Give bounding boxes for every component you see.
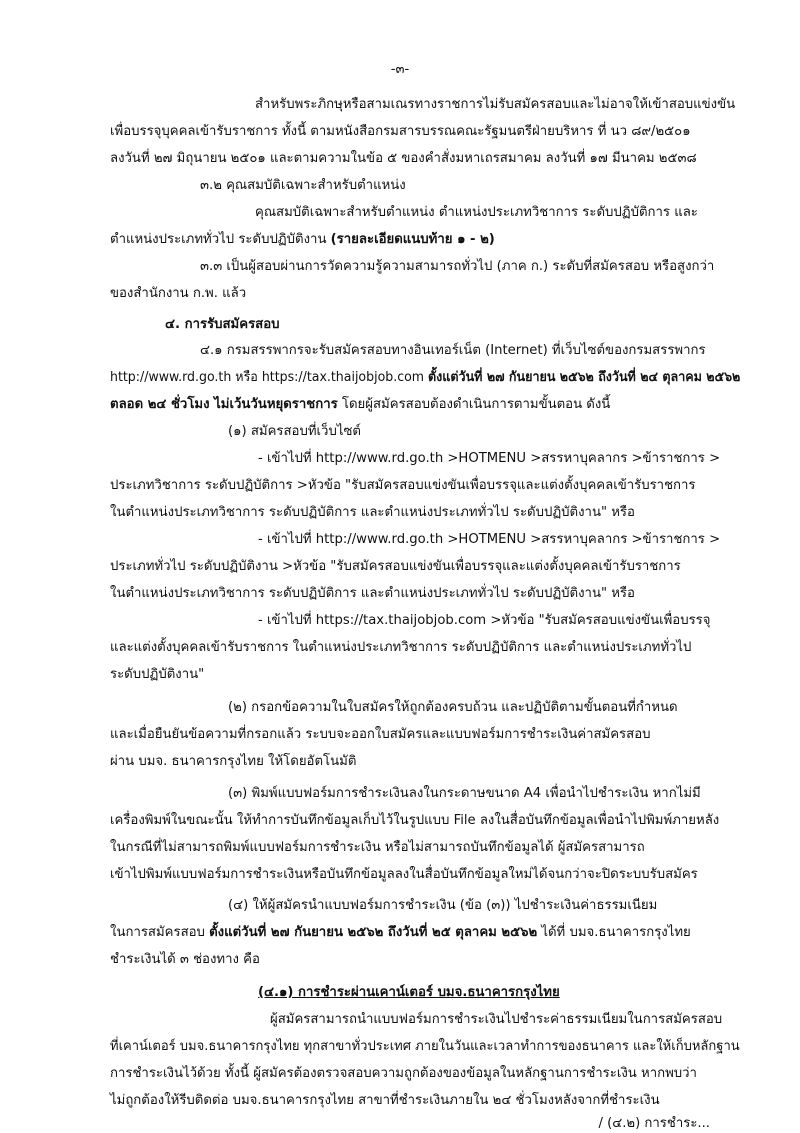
- text-line: ในกรณีที่ไม่สามารถพิมพ์แบบฟอร์มการชำระเงิน หรือไม่สามารถบันทึกข้อมูลได้ ผู้สมัครสามารถ: [110, 840, 645, 855]
- text-line: ประเภททั่วไป ระดับปฏิบัติงาน >หัวข้อ "รับสมัครสอบแข่งขันเพื่อบรรจุและแต่งตั้งบุคคลเข้ารับราชการ: [110, 559, 681, 574]
- payment-period: ตั้งแต่วันที่ ๒๗ กันยายน ๒๕๖๒ ถึงวันที่ ๒๕ ตุลาคม ๒๕๖๒: [209, 925, 538, 940]
- text-line: การชำระเงินไว้ด้วย ทั้งนี้ ผู้สมัครต้องตรวจสอบความถูกต้องของข้อมูลในหลักฐานการชำระเงิน หากพบว่า: [110, 1066, 697, 1081]
- text-line: ของสำนักงาน ก.พ. แล้ว: [110, 286, 247, 301]
- attachment-reference: (รายละเอียดแนบท้าย ๑ - ๒): [330, 232, 495, 247]
- text-line: ตำแหน่งประเภททั่วไป ระดับปฏิบัติงาน (รายละเอียดแนบท้าย ๑ - ๒): [110, 232, 495, 247]
- text-line: ตลอด ๒๔ ชั่วโมง ไม่เว้นวันหยุดราชการ โดยผู้สมัครสอบต้องดำเนินการตามขั้นตอน ดังนี้: [110, 397, 611, 412]
- text-line: เพื่อบรรจุบุคคลเข้ารับราชการ ทั้งนี้ ตามหนังสือกรมสารบรรณคณะรัฐมนตรีฝ่ายบริหาร ที่ นว ๘๙/๒๕๐๑: [110, 124, 691, 139]
- payment-channel-heading: (๔.๑) การชำระผ่านเคาน์เตอร์ บมจ.ธนาคารกรุงไทย: [258, 985, 560, 1000]
- availability-note: ตลอด ๒๔ ชั่วโมง ไม่เว้นวันหยุดราชการ: [110, 397, 338, 412]
- text-line: ผ่าน บมจ. ธนาคารกรุงไทย ให้โดยอัตโนมัติ: [110, 754, 357, 769]
- text-line: ที่เคาน์เตอร์ บมจ.ธนาคารกรุงไทย ทุกสาขาทั่วประเทศ ภายในวันและเวลาทำการของธนาคาร และให้เก็บหลักฐาน: [110, 1039, 740, 1054]
- step-heading: (๓) พิมพ์แบบฟอร์มการชำระเงินลงในกระดาษขนาด A4 เพื่อนำไปชำระเงิน หากไม่มี: [228, 786, 701, 801]
- text-line: ประเภทวิชาการ ระดับปฏิบัติการ >หัวข้อ "รับสมัครสอบแข่งขันเพื่อบรรจุและแต่งตั้งบุคคลเข้ารับราชการ: [110, 478, 696, 493]
- text-line: เข้าไปพิมพ์แบบฟอร์มการชำระเงินหรือบันทึกข้อมูลลงในสื่อบันทึกข้อมูลใหม่ได้จนกว่าจะปิดระบบรับสมัคร: [110, 867, 698, 882]
- page-number: -๓-: [390, 62, 410, 77]
- continuation-marker: / (๔.๒) การชำระ...: [598, 1116, 710, 1131]
- text-line: ในตำแหน่งประเภทวิชาการ ระดับปฏิบัติการ และตำแหน่งประเภททั่วไป ระดับปฏิบัติงาน" หรือ: [110, 505, 635, 520]
- text-line: สำหรับพระภิกษุหรือสามเณรทางราชการไม่รับสมัครสอบและไม่อาจให้เข้าสอบแข่งขัน: [255, 97, 736, 112]
- text-line: - เข้าไปที่ https://tax.thaijobjob.com >หัวข้อ "รับสมัครสอบแข่งขันเพื่อบรรจุ: [258, 613, 711, 628]
- text-line: - เข้าไปที่ http://www.rd.go.th >HOTMENU >สรรหาบุคลากร >ข้าราชการ >: [258, 451, 721, 466]
- text-line: ในการสมัครสอบ ตั้งแต่วันที่ ๒๗ กันยายน ๒๕๖๒ ถึงวันที่ ๒๕ ตุลาคม ๒๕๖๒ ได้ที่ บมจ.ธนาคารกรุงไทย: [110, 925, 691, 940]
- text-line: ระดับปฏิบัติงาน": [110, 667, 205, 682]
- text-line: ๔.๑ กรมสรรพากรจะรับสมัครสอบทางอินเทอร์เน็ต (Internet) ที่เว็บไซต์ของกรมสรรพากร: [200, 343, 706, 358]
- text-line: - เข้าไปที่ http://www.rd.go.th >HOTMENU >สรรหาบุคลากร >ข้าราชการ >: [258, 532, 721, 547]
- step-heading: (๑) สมัครสอบที่เว็บไซต์: [228, 424, 361, 439]
- text-line: คุณสมบัติเฉพาะสำหรับตำแหน่ง ตำแหน่งประเภทวิชาการ ระดับปฏิบัติการ และ: [255, 205, 698, 220]
- text-line: และเมื่อยืนยันข้อความที่กรอกแล้ว ระบบจะออกใบสมัครและแบบฟอร์มการชำระเงินค่าสมัครสอบ: [110, 727, 651, 742]
- text-line: http://www.rd.go.th หรือ https://tax.thaijobjob.com ตั้งแต่วันที่ ๒๗ กันยายน ๒๕๖๒ ถึงวันที่ ๒๔ ตุลาคม ๒๕๖๒: [110, 370, 741, 385]
- step-heading: (๒) กรอกข้อความในใบสมัครให้ถูกต้องครบถ้วน และปฏิบัติตามขั้นตอนที่กำหนด: [228, 700, 678, 715]
- text-line: ลงวันที่ ๒๗ มิถุนายน ๒๕๐๑ และตามความในข้อ ๕ ของคำสั่งมหาเถรสมาคม ลงวันที่ ๑๗ มีนาคม ๒๕๓๘: [110, 151, 697, 166]
- text-line: ไม่ถูกต้องให้รีบติดต่อ บมจ.ธนาคารกรุงไทย สาขาที่ชำระเงินภายใน ๒๔ ชั่วโมงหลังจากที่ชำระเงิน: [110, 1093, 660, 1108]
- text-line: ในตำแหน่งประเภทวิชาการ ระดับปฏิบัติการ และตำแหน่งประเภททั่วไป ระดับปฏิบัติงาน" หรือ: [110, 586, 635, 601]
- text-line: และแต่งตั้งบุคคลเข้ารับราชการ ในตำแหน่งประเภทวิชาการ ระดับปฏิบัติการ และตำแหน่งประเภททั่วไป: [110, 640, 692, 655]
- subsection-heading: ๓.๒ คุณสมบัติเฉพาะสำหรับตำแหน่ง: [200, 178, 406, 193]
- text-line: ชำระเงินได้ ๓ ช่องทาง คือ: [110, 952, 260, 967]
- text-line: เครื่องพิมพ์ในขณะนั้น ให้ทำการบันทึกข้อมูลเก็บไว้ในรูปแบบ File ลงในสื่อบันทึกข้อมูลเพื่อนำไปพิมพ์ภายหลัง: [110, 813, 720, 828]
- section-heading: ๔. การรับสมัครสอบ: [165, 317, 280, 332]
- text-line: ๓.๓ เป็นผู้สอบผ่านการวัดความรู้ความสามารถทั่วไป (ภาค ก.) ระดับที่สมัครสอบ หรือสูงกว่า: [200, 259, 715, 274]
- application-period: ตั้งแต่วันที่ ๒๗ กันยายน ๒๕๖๒ ถึงวันที่ ๒๔ ตุลาคม ๒๕๖๒: [428, 370, 741, 385]
- step-heading: (๔) ให้ผู้สมัครนำแบบฟอร์มการชำระเงิน (ข้อ (๓)) ไปชำระเงินค่าธรรมเนียม: [228, 898, 658, 913]
- text-line: ผู้สมัครสามารถนำแบบฟอร์มการชำระเงินไปชำระค่าธรรมเนียมในการสมัครสอบ: [270, 1012, 723, 1027]
